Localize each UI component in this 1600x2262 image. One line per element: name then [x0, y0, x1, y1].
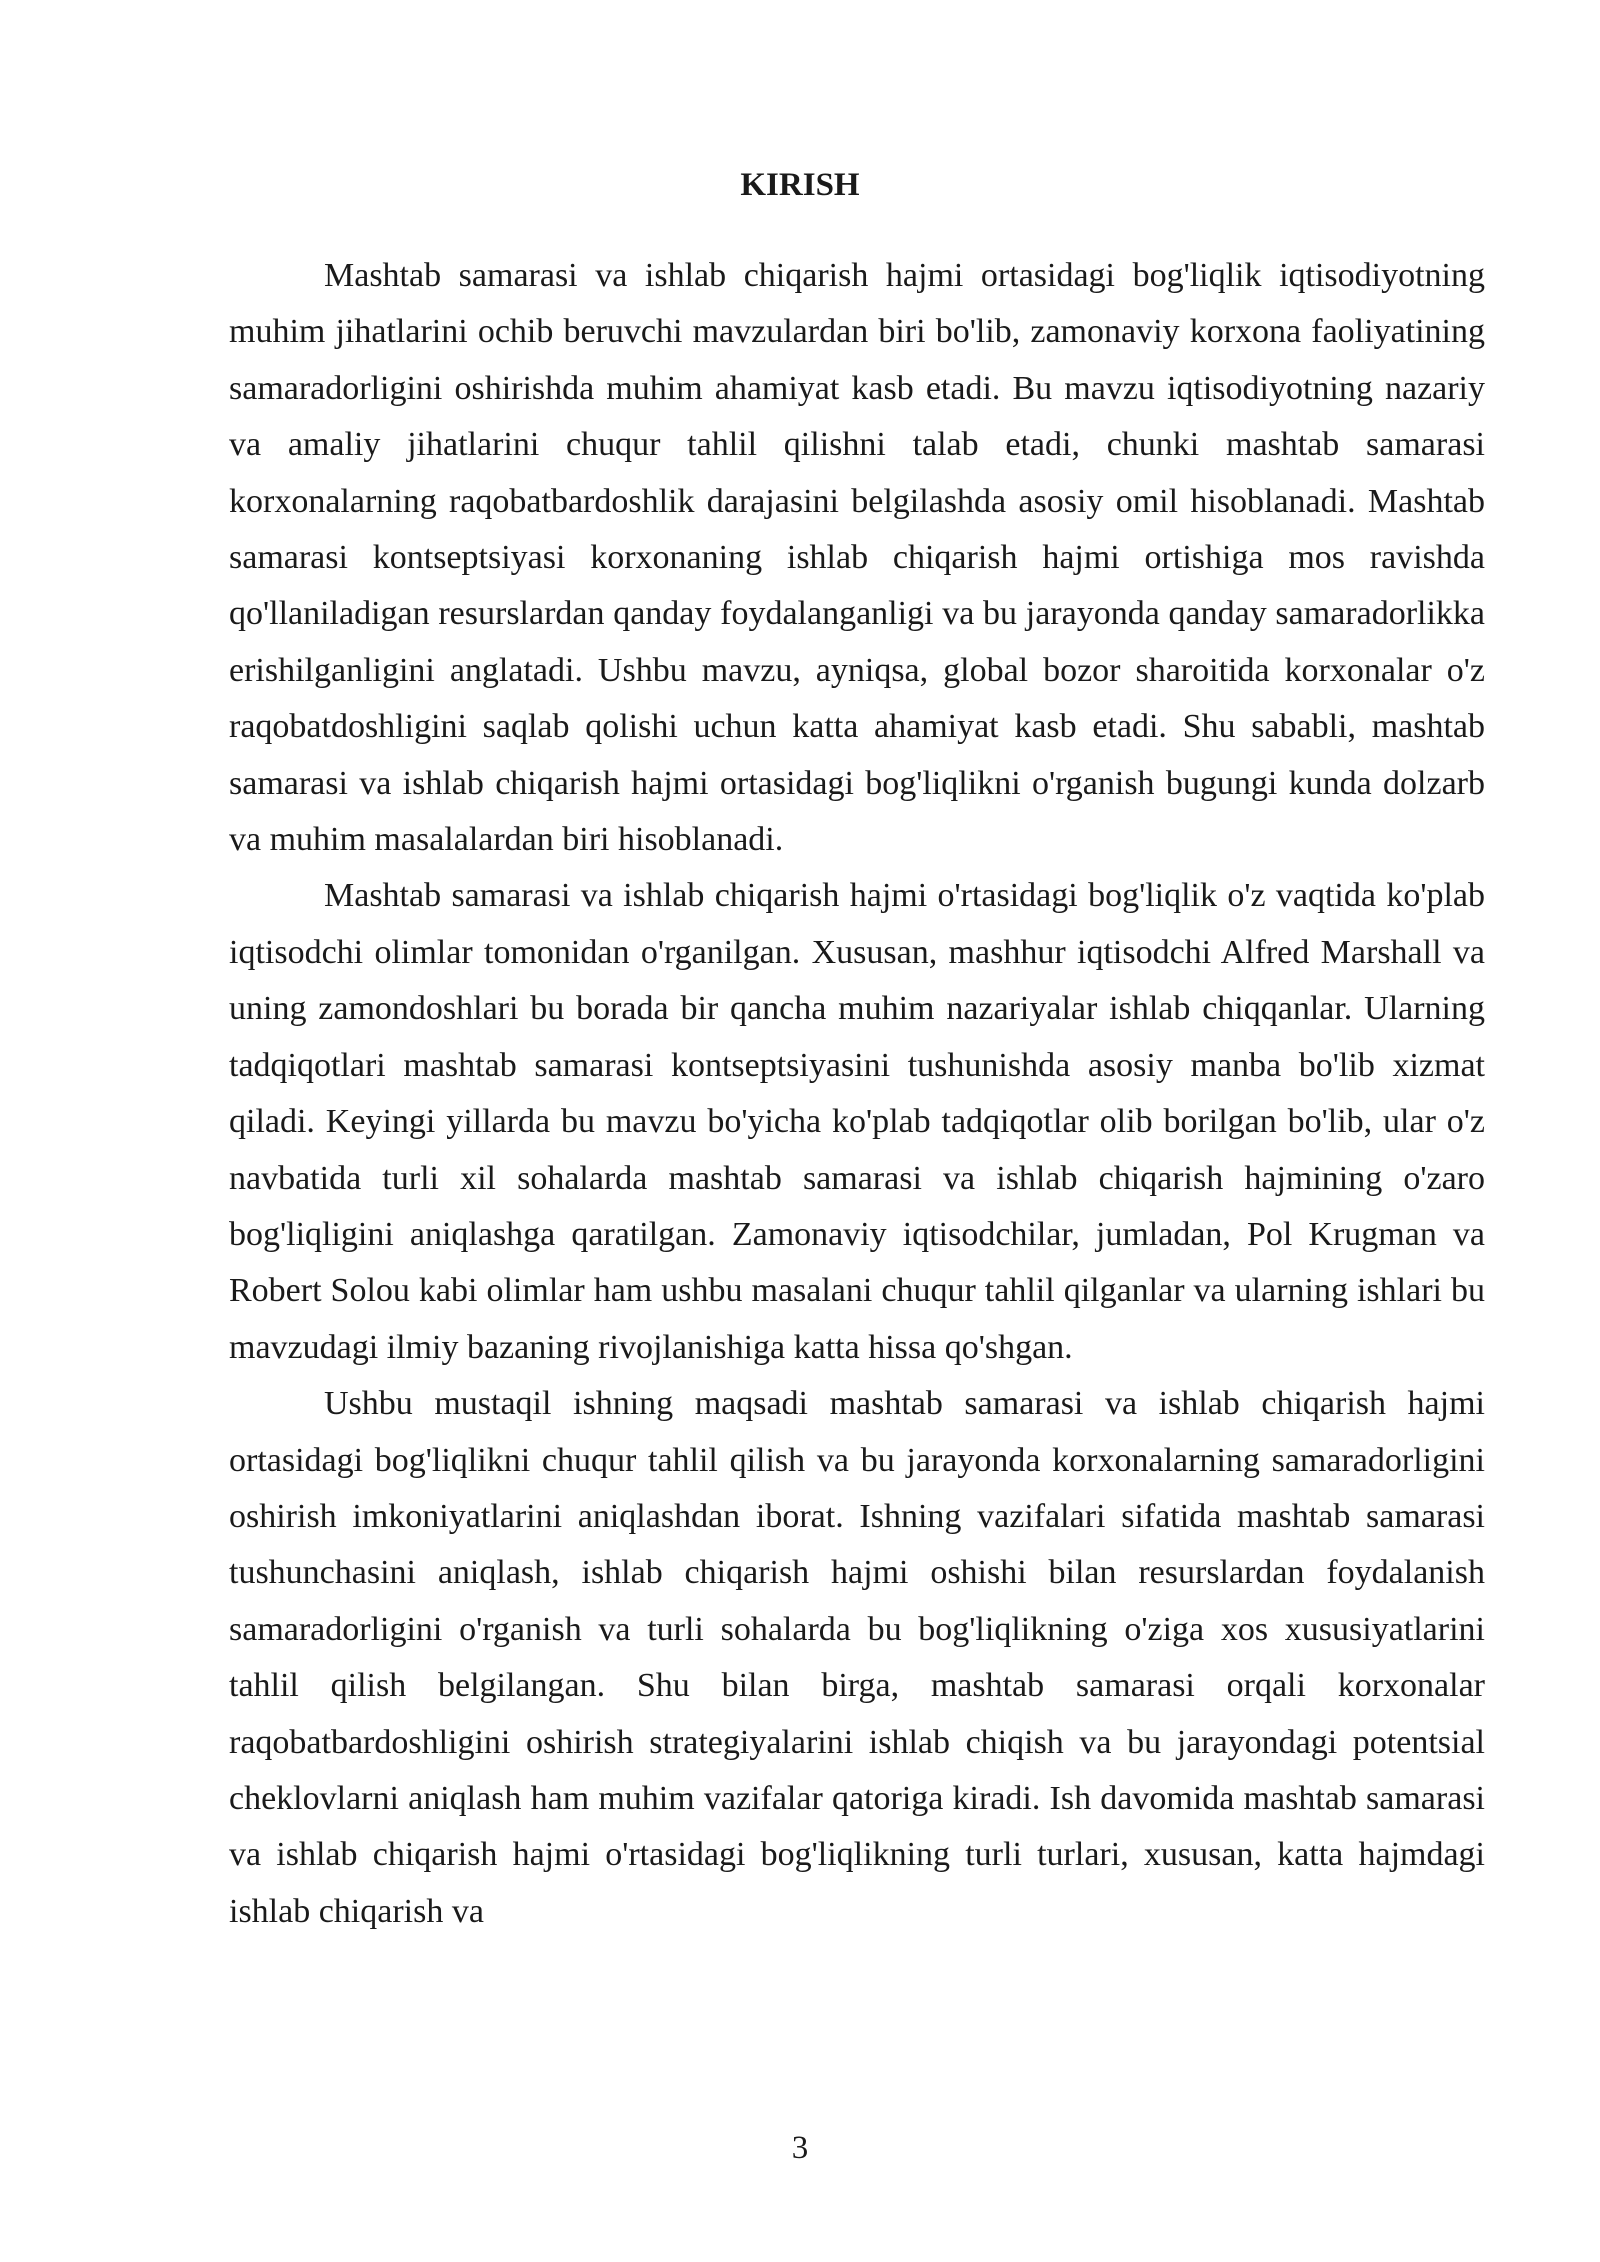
paragraph-1: Mashtab samarasi va ishlab chiqarish hajmi ortasidagi bog'liqlik iqtisodiyotning muhim jihatlarini ochib beruvchi mavzulardan biri bo'lib, zamonaviy korxona faoliyatining samaradorligini oshirishda muhim ahamiyat kasb etadi. Bu mavzu iqtisodiyotning nazariy va amaliy jihatlarini chuqur tahlil qilishni talab etadi, chunki mashtab samarasi korxonalarning raqobatbardoshlik darajasini belgilashda asosiy omil hisoblanadi. Mashtab samarasi kontseptsiyasi korxonaning ishlab chiqarish hajmi ortishiga mos ravishda qo'llaniladigan resurslardan qanday foydalanganligi va bu jarayonda qanday samaradorlikka erishilganligini anglatadi. Ushbu mavzu, ayniqsa, global bozor sharoitida korxonalar o'z raqobatdoshligini saqlab qolishi uchun katta ahamiyat kasb etadi. Shu sababli, mashtab samarasi va ishlab chiqarish hajmi ortasidagi bog'liqlikni o'rganish bugungi kunda dolzarb va muhim masalalardan biri hisoblanadi.: [229, 257, 1485, 859]
paragraph-2: Mashtab samarasi va ishlab chiqarish hajmi o'rtasidagi bog'liqlik o'z vaqtida ko'plab iqtisodchi olimlar tomonidan o'rganilgan. Xususan, mashhur iqtisodchi Alfred Marshall va uning zamondoshlari bu borada bir qancha muhim nazariyalar ishlab chiqqanlar. Ularning tadqiqotlari mashtab samarasi kontseptsiyasini tushunishda asosiy manba bo'lib xizmat qiladi. Keyingi yillarda bu mavzu bo'yicha ko'plab tadqiqotlar olib borilgan bo'lib, ular o'z navbatida turli xil sohalarda mashtab samarasi va ishlab chiqarish hajmining o'zaro bog'liqligini aniqlashga qaratilgan. Zamonaviy iqtisodchilar, jumladan, Pol Krugman va Robert Solou kabi olimlar ham ushbu masalani chuqur tahlil qilganlar va ularning ishlari bu mavzudagi ilmiy bazaning rivojlanishiga katta hissa qo'shgan.: [229, 877, 1485, 1366]
page-number: 3: [791, 2130, 809, 2166]
page-title: KIRISH: [740, 167, 860, 203]
body-text: [229, 248, 1485, 1940]
paragraph-3: Ushbu mustaqil ishning maqsadi mashtab samarasi va ishlab chiqarish hajmi ortasidagi bog'liqlikni chuqur tahlil qilish va bu jarayonda korxonalarning samaradorligini oshirish imkoniyatlarini aniqlashdan iborat. Ishning vazifalari sifatida mashtab samarasi tushunchasini aniqlash, ishlab chiqarish hajmi oshishi bilan resurslardan foydalanish samaradorligini o'rganish va turli sohalarda bu bog'liqlikning o'ziga xos xususiyatlarini tahlil qilish belgilangan. Shu bilan birga, mashtab samarasi orqali korxonalar raqobatbardoshligini oshirish strategiyalarini ishlab chiqish va bu jarayondagi potentsial cheklovlarni aniqlash ham muhim vazifalar qatoriga kiradi. Ish davomida mashtab samarasi va ishlab chiqarish hajmi o'rtasidagi bog'liqlikning turli turlari, xususan, katta hajmdagi ishlab chiqarish va: [229, 1385, 1485, 1930]
